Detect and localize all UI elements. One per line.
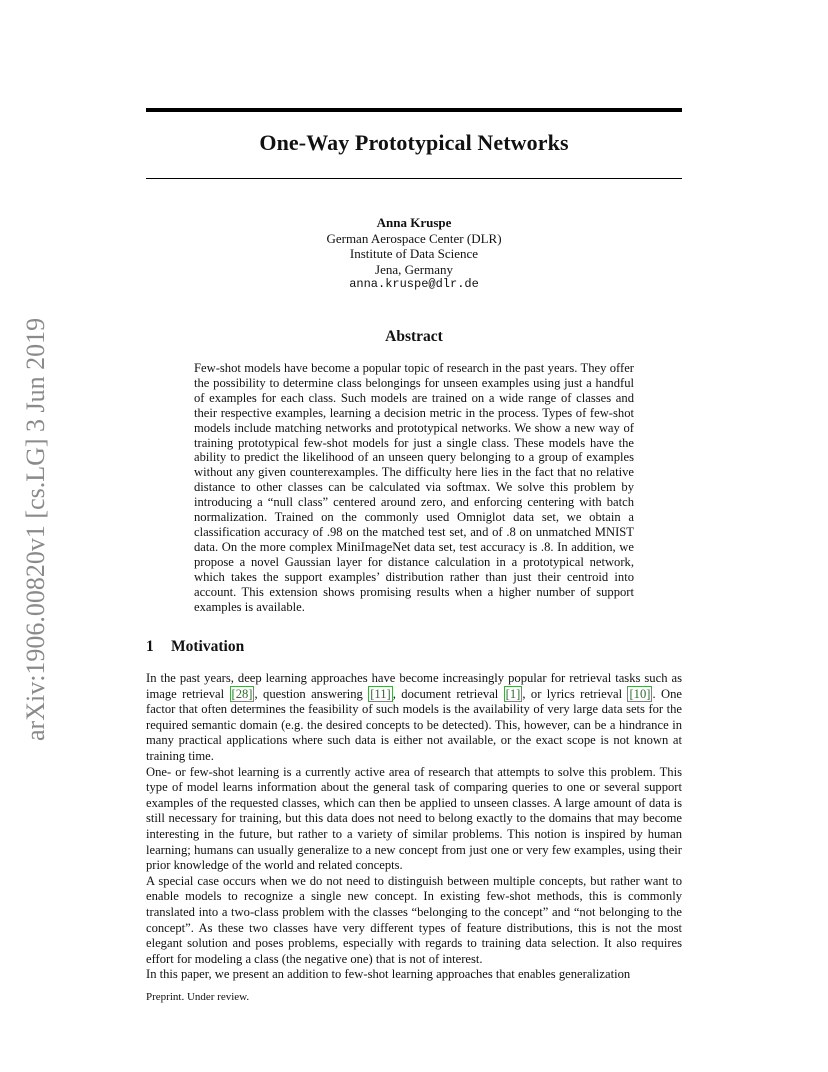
- section-title: Motivation: [171, 638, 245, 655]
- paragraph-4: In this paper, we present an addition to few-shot learning approaches that enables generalization: [146, 967, 631, 982]
- paragraph-1: [146, 671, 682, 765]
- citation-link[interactable]: [10]: [629, 686, 651, 701]
- paper-title: One-Way Prototypical Networks: [259, 130, 569, 155]
- citation-link[interactable]: [1]: [505, 686, 521, 701]
- author-location: Jena, Germany: [375, 261, 453, 277]
- footer-note: Preprint. Under review.: [146, 991, 250, 1003]
- citation-link[interactable]: [28]: [231, 686, 253, 701]
- arxiv-side-stamp: arXiv:1906.00820v1 [cs.LG] 3 Jun 2019: [21, 317, 50, 741]
- paragraph-text: , question answering: [254, 686, 369, 701]
- abstract-text: Few-shot models have become a popular topic of research in the past years. They offer the possibility to determine class belongings for unseen examples using just a handful of examples for each class. Such models are trained on a wide range of classes and their respective examples, learning a decision metric in the process. Types of few-shot models include matching networks and prototypical networks. We show a new way of training prototypical few-shot models for just a single class. These models have the ability to predict the likelihood of an unseen query belonging to a group of examples without any given counterexamples. The difficulty here lies in the fact that no relative distance to other classes can be calculated via softmax. We solve this problem by introducing a “null class” centered around zero, and enforcing centering with batch normalization. Trained on the commonly used Omniglot data set, we obtain a classification accuracy of .98 on the matched test set, and of .8 on unmatched MNIST data. On the more complex MiniImageNet data set, test accuracy is .8. In addition, we propose a novel Gaussian layer for distance calculation in a prototypical network, which takes the support examples’ distribution rather than just their centroid into account. This extension shows promising results when a higher number of support examples is available.: [194, 361, 634, 614]
- paragraph-text: . One factor that often determines the feasibility of such models is the availability of very large data sets for the required semantic domain (e.g. the desired concepts to be detected). This, however, can be a hindrance in many practical applications where such data is either not available, or the exact scope is not known at training time.: [146, 686, 682, 763]
- author-block: [146, 215, 682, 293]
- paragraph-text: In the past years, deep learning approaches have become increasingly popular for retrieval tasks such as image retrieval: [146, 671, 682, 701]
- author-name: Anna Kruspe: [376, 215, 452, 230]
- paragraph-2: One- or few-shot learning is a currently active area of research that attempts to solve this problem. This type of model learns information about the general task of comparing queries to one or several support examples of the requested classes, which can then be applied to unseen classes. A large amount of data is still necessary for training, but this data does not need to belong exactly to the domains that may become interesting in the future, but rather to a variety of similar problems. This notion is inspired by human learning; humans can usually generalize to a new concept from just one or very few examples, using their prior knowledge of the world and related concepts.: [146, 764, 682, 873]
- paragraph-text: , or lyrics retrieval: [522, 686, 628, 701]
- title-rule-top: [146, 108, 682, 112]
- title-rule-bottom: [146, 178, 682, 179]
- author-institute: Institute of Data Science: [349, 246, 479, 261]
- author-affiliation: German Aerospace Center (DLR): [326, 230, 502, 246]
- paragraph-3: A special case occurs when we do not need to distinguish between multiple concepts, but rather want to enable models to recognize a single new concept. In existing few-shot methods, this is commonly translated into a two-class problem with the classes “belonging to the concept” and “not belonging to the concept”. As these two classes have very different types of feature distributions, this is not the most elegant solution and poses problems, especially with regards to training data selection. It also requires effort for modeling a class (the negative one) that is not of interest.: [146, 873, 682, 966]
- citation-link[interactable]: [11]: [370, 686, 391, 701]
- abstract-heading: Abstract: [385, 328, 443, 345]
- section-body: [146, 671, 682, 983]
- section-number: 1: [146, 638, 154, 655]
- author-email[interactable]: anna.kruspe@dlr.de: [349, 277, 479, 291]
- paragraph-text: , document retrieval: [392, 686, 504, 701]
- section-heading: [146, 638, 244, 656]
